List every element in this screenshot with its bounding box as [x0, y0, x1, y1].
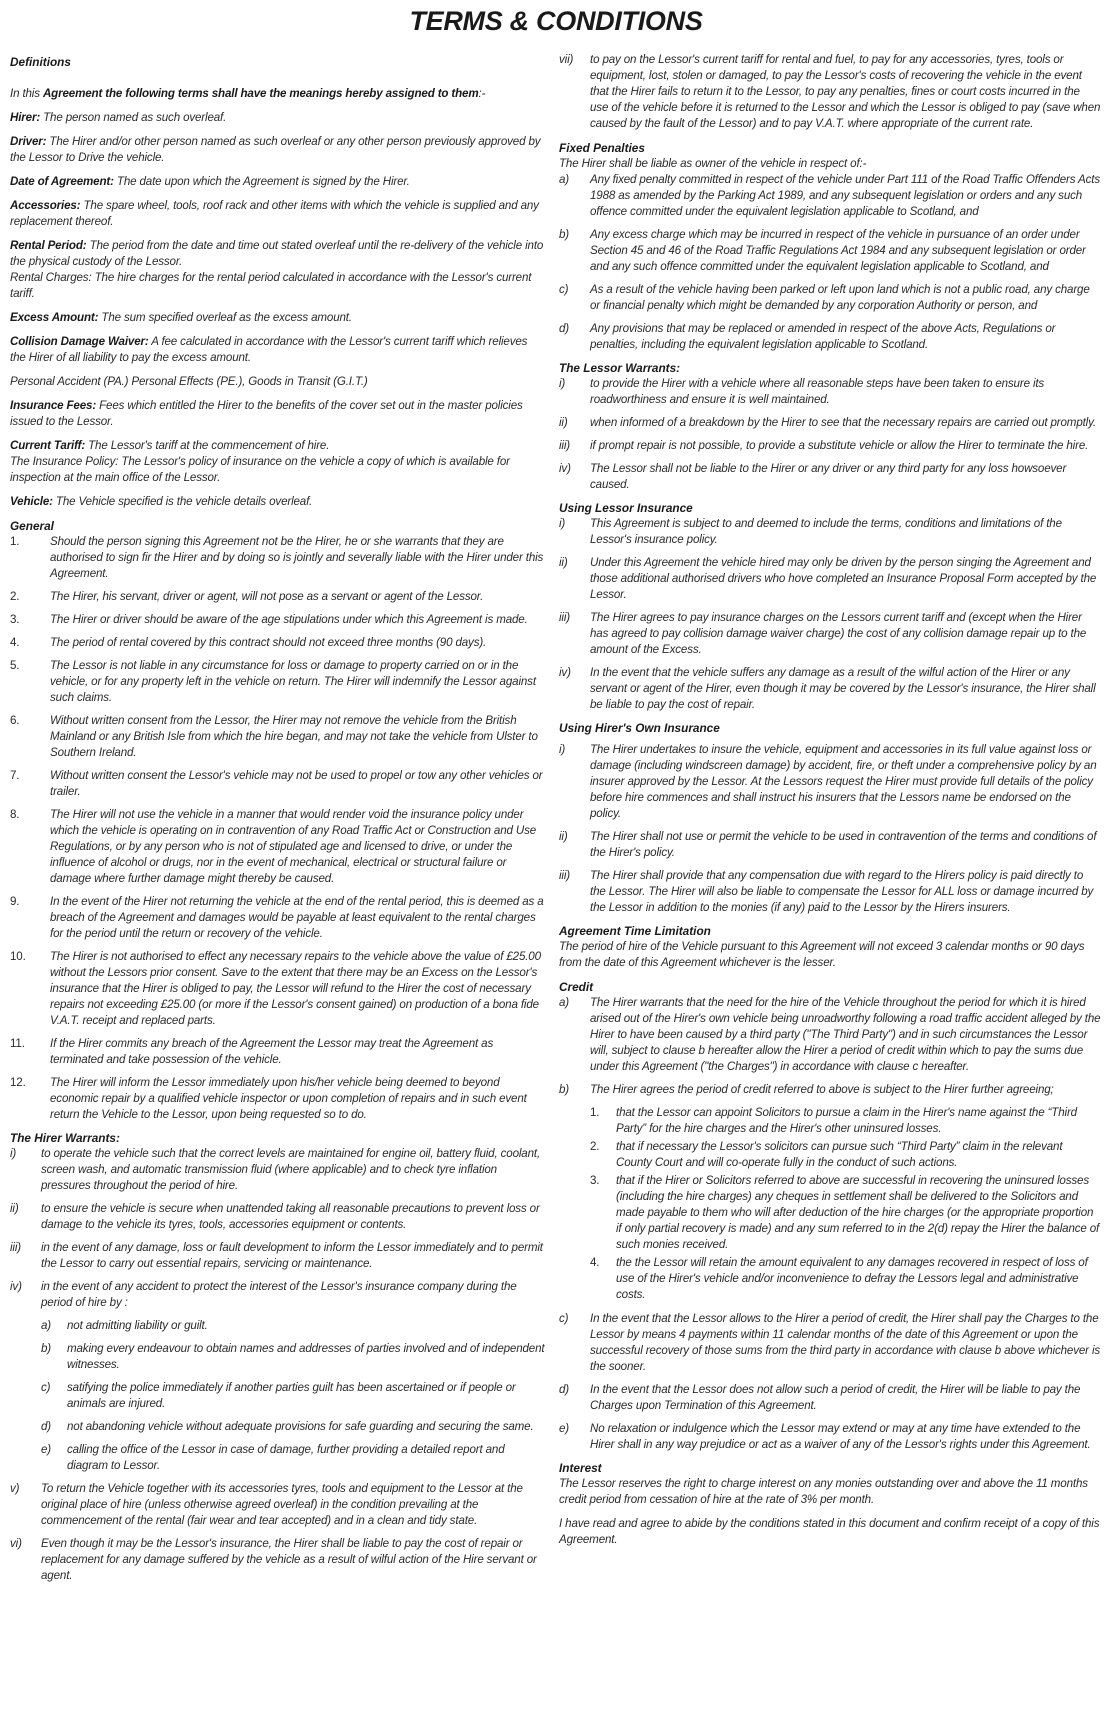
credit-heading: Credit — [559, 980, 594, 994]
definition-term: Hirer: — [10, 111, 41, 124]
lessor-insurance-item — [559, 665, 1101, 713]
list-text: In the event that the vehicle suffers any damage as a result of the wilful action of the Hirer or any servant or agent of the Hirer, even though it may be covered by the Lessor's insurance, the Hirer shall be liable to pay the cost of repair. — [590, 666, 1096, 711]
definition-item — [10, 174, 546, 190]
credit-nested-item — [590, 1105, 1101, 1137]
list-marker: 1. — [10, 535, 20, 548]
list-text: The Hirer will inform the Lessor immediately upon his/her vehicle being deemed to beyond economic repair by a qualified vehicle inspector or upon completion of repairs and in such event return the Vehicle to the Lessor, upon being requested so to do. — [50, 1076, 527, 1121]
list-marker: 12. — [10, 1076, 26, 1089]
list-text: The period of rental covered by this contract should not exceed three months (90 days). — [50, 636, 487, 649]
lessor-warrant-item — [559, 461, 1101, 493]
list-text: No relaxation or indulgence which the Lessor may extend or may at any time have extended to the Hirer shall in any way prejudice or act as a waiver of any of the Lessor's rights under this Agreement. — [590, 1422, 1091, 1451]
hirer-warrant-item — [559, 52, 1101, 132]
lessor-insurance-list — [559, 516, 1101, 713]
definition-term: Rental Period: — [10, 239, 87, 252]
hirer-warrant-item — [10, 1279, 546, 1311]
list-text: The Hirer agrees to pay insurance charges on the Lessors current tariff and (except when the Hirer has agreed to pay collision damage waiver charge) the cost of any collision damage repair up to the amount of the Excess. — [590, 611, 1087, 656]
list-text: The Hirer, his servant, driver or agent, will not pose as a servant or agent of the Lessor. — [50, 590, 484, 603]
definition-item — [10, 438, 546, 486]
credit-nested-item — [590, 1255, 1101, 1303]
list-marker: d) — [559, 322, 570, 335]
definition-text: The Lessor's tariff at the commencement of hire. — [85, 439, 330, 452]
list-text: In the event that the Lessor does not allow such a period of credit, the Hirer will be liable to pay the Charges upon Termination of this Agreement. — [590, 1383, 1081, 1412]
hirer-insurance-item — [559, 829, 1101, 861]
acknowledgement-text: I have read and agree to abide by the conditions stated in this document and confirm receipt of a copy of this Agreement. — [559, 1517, 1100, 1546]
fixed-penalty-item — [559, 227, 1101, 275]
definition-extra: The Insurance Policy: The Lessor's policy of insurance on the vehicle a copy of which is available for inspection at the main office of the Lessor. — [10, 455, 510, 484]
credit-item — [559, 1082, 1101, 1098]
definition-item — [10, 110, 546, 126]
definition-text: A fee calculated in accordance with the Lessor's current tariff which relieves the Hirer of all liability to pay the excess amount. — [10, 335, 528, 364]
general-clause — [10, 658, 546, 706]
hirer-warrant-item — [10, 1146, 546, 1194]
list-text: The Hirer or driver should be aware of the age stipulations under which this Agreement is made. — [50, 613, 528, 626]
time-limitation-heading: Agreement Time Limitation — [559, 924, 711, 938]
list-marker: 7. — [10, 769, 20, 782]
definition-term: Accessories: — [10, 199, 81, 212]
list-marker: iii) — [559, 869, 570, 882]
lessor-insurance-item — [559, 610, 1101, 658]
list-marker: c) — [559, 283, 569, 296]
list-marker: d) — [559, 1383, 570, 1396]
list-marker: 3. — [10, 613, 20, 626]
list-marker: 9. — [10, 895, 20, 908]
general-clause — [10, 1075, 546, 1123]
list-text: Under this Agreement the vehicle hired may only be driven by the person singing the Agreement and those additional authorised drivers who hove completed an Insurance Proposal Form accepted by the Lessor. — [590, 556, 1097, 601]
hirer-warrant-item — [10, 1536, 546, 1584]
list-marker: d) — [41, 1420, 52, 1433]
list-marker: a) — [559, 996, 570, 1009]
credit-item — [559, 995, 1101, 1075]
definition-term: Collision Damage Waiver: — [10, 335, 149, 348]
hirer-warrants-heading: The Hirer Warrants: — [10, 1131, 120, 1145]
fixed-penalty-item — [559, 321, 1101, 353]
list-marker: v) — [10, 1482, 20, 1495]
list-marker: iv) — [10, 1280, 22, 1293]
list-marker: a) — [41, 1319, 52, 1332]
definition-text: The period from the date and time out stated overleaf until the re-delivery of the vehicle into the physical custody of the Lessor. — [10, 239, 544, 268]
general-clause — [10, 807, 546, 887]
fixed-penalties-intro: The Hirer shall be liable as owner of the vehicle in respect of:- — [559, 157, 867, 170]
list-text: making every endeavour to obtain names and addresses of parties involved and of independent witnesses. — [67, 1342, 545, 1371]
list-marker: 2. — [10, 590, 20, 603]
right-column — [559, 52, 1101, 1548]
hirer-warrants-list — [10, 1146, 546, 1311]
credit-list-continued — [559, 1311, 1101, 1453]
definition-term: Vehicle: — [10, 495, 53, 508]
hirer-warrant-subitem — [41, 1380, 546, 1412]
list-text: not abandoning vehicle without adequate provisions for safe guarding and securing the same. — [67, 1420, 534, 1433]
definition-item — [10, 334, 546, 366]
list-text: In the event that the Lessor allows to the Hirer a period of credit, the Hirer shall pay the Charges to the Lessor by means 4 payments within 11 calendar months of the date of this Agreement or upon the successful recovery of those sums from the third party in accordance with clause b above whichever is the sooner. — [590, 1312, 1101, 1373]
definition-item — [10, 198, 546, 230]
definition-text: The Vehicle specified is the vehicle details overleaf. — [52, 495, 313, 508]
credit-nested-list — [590, 1105, 1101, 1303]
hirer-warrant-subitem — [41, 1341, 546, 1373]
list-text: Should the person signing this Agreement not be the Hirer, he or she warrants that they are authorised to sign fir the Hirer and by doing so is jointly and severally liable with the Hirer under this Agreement. — [50, 535, 544, 580]
list-text: to provide the Hirer with a vehicle where all reasonable steps have been taken to ensure its roadworthiness and ensure it is well maintained. — [590, 377, 1045, 406]
list-marker: e) — [559, 1422, 570, 1435]
list-text: satifying the police immediately if another parties guilt has been ascertained or if people or animals are injured. — [67, 1381, 516, 1410]
lessor-insurance-item — [559, 555, 1101, 603]
list-text: not admitting liability or guilt. — [67, 1319, 208, 1332]
list-marker: 4. — [10, 636, 20, 649]
list-text: The Hirer warrants that the need for the hire of the Vehicle throughout the period for which it is hired arised out of the Hirer's own vehicle being unroadworthy following a road traffic accident alleged by the Hirer to have been caused by a third party ("The Third Party") and in such circumstances the Lessor will, subject to clause b hereafter allow the Hirer a period of credit within which to pay the sums due under this Agreement ("the Charges") in accordance with clause c hereafter. — [590, 996, 1101, 1073]
hirer-warrant-subitem — [41, 1318, 546, 1334]
general-clause — [10, 589, 546, 605]
definition-term: Current Tariff: — [10, 439, 86, 452]
list-text: The Lessor is not liable in any circumstance for loss or damage to property carried on or in the vehicle, or for any property left in the vehicle on return. The Hirer will indemnify the Lessor against such claims. — [50, 659, 536, 704]
list-marker: i) — [10, 1147, 17, 1160]
hirer-insurance-item — [559, 868, 1101, 916]
list-marker: 11. — [10, 1037, 25, 1050]
list-marker: 1. — [590, 1106, 600, 1119]
hirer-warrant-subitem — [41, 1419, 546, 1435]
definition-text: The sum specified overleaf as the excess amount. — [98, 311, 352, 324]
list-text: Any fixed penalty committed in respect of the vehicle under Part 111 of the Road Traffic Offenders Acts 1988 as amended by the Parking Act 1989, and any subsequent legislation or orders and any such offence committed under the equivalent legislation applicable to Scotland, and — [590, 173, 1100, 218]
definitions-list — [10, 110, 546, 510]
list-marker: ii) — [559, 830, 568, 843]
list-text: that if necessary the Lessor's solicitors can pursue such “Third Party” claim in the relevant County Court and will co-operate fully in the conduct of such actions. — [616, 1140, 1063, 1169]
general-clause — [10, 768, 546, 800]
definition-item — [10, 398, 546, 430]
list-marker: e) — [41, 1443, 52, 1456]
list-text: Even though it may be the Lessor's insurance, the Hirer shall be liable to pay the cost of repair or replacement for any damage suffered by the vehicle as a result of wilful action of the Hire servant or agent. — [41, 1537, 537, 1582]
list-marker: 5. — [10, 659, 20, 672]
fixed-penalty-item — [559, 282, 1101, 314]
list-text: The Lessor shall not be liable to the Hirer or any driver or any third party for any loss howsoever caused. — [590, 462, 1067, 491]
hirer-warrant-item — [10, 1240, 546, 1272]
list-text: that the Lessor can appoint Solicitors to pursue a claim in the Hirer's name against the “Third Party” for the hire charges and the Hirer's other uninsured losses. — [616, 1106, 1077, 1135]
list-text: in the event of any damage, loss or fault development to inform the Lessor immediately and to permit the Lessor to carry out essential repairs, servicing or maintenance. — [41, 1241, 543, 1270]
list-text: The Hirer shall not use or permit the vehicle to be used in contravention of the terms and conditions of the Hirer's policy. — [590, 830, 1097, 859]
hirer-insurance-item — [559, 742, 1101, 822]
definition-item — [10, 374, 546, 390]
list-text: Any provisions that may be replaced or amended in respect of the above Acts, Regulations or penalties, including the equivalent legislation applicable to Scotland. — [590, 322, 1056, 351]
definition-text: Personal Accident (PA.) Personal Effects (PE.), Goods in Transit (G.I.T.) — [10, 375, 368, 388]
time-limitation-text: The period of hire of the Vehicle pursuant to this Agreement will not exceed 3 calendar months or 90 days from the date of this Agreement whichever is the lesser. — [559, 940, 1085, 969]
list-text: to ensure the vehicle is secure when unattended taking all reasonable precautions to prevent loss or damage to the vehicle its tyres, tools, accessories equipment or contents. — [41, 1202, 540, 1231]
definition-text: The spare wheel, tools, roof rack and other items with which the vehicle is supplied and any replacement thereof. — [10, 199, 539, 228]
hirer-warrants-sublist — [10, 1318, 546, 1474]
list-marker: c) — [559, 1312, 569, 1325]
list-marker: b) — [559, 1083, 570, 1096]
list-text: The Hirer shall provide that any compensation due with regard to the Hirers policy is paid directly to the Lessor. The Hirer will also be liable to compensate the Lessor for ALL loss or damage incurred by the Lessor in addition to the monies (if any) paid to the Lessor by the Hirers insurers. — [590, 869, 1094, 914]
list-marker: iii) — [559, 611, 570, 624]
credit-nested-item — [590, 1173, 1101, 1253]
hirer-warrant-item — [10, 1481, 546, 1529]
list-marker: 4. — [590, 1256, 600, 1269]
lessor-insurance-heading: Using Lessor Insurance — [559, 501, 693, 515]
list-text: If the Hirer commits any breach of the Agreement the Lessor may treat the Agreement as terminated and take possession of the vehicle. — [50, 1037, 494, 1066]
definition-term: Excess Amount: — [10, 311, 99, 324]
definition-item — [10, 494, 546, 510]
fixed-penalties-heading: Fixed Penalties — [559, 141, 645, 155]
list-marker: iv) — [559, 666, 571, 679]
general-clause — [10, 1036, 546, 1068]
list-text: This Agreement is subject to and deemed to include the terms, conditions and limitations of the Lessor's insurance policy. — [590, 517, 1062, 546]
definition-item — [10, 238, 546, 302]
definition-item — [10, 310, 546, 326]
list-text: when informed of a breakdown by the Hirer to see that the necessary repairs are carried out promptly. — [590, 416, 1096, 429]
list-marker: 6. — [10, 714, 20, 727]
page-title: TERMS & CONDITIONS — [409, 6, 703, 36]
list-text: The Hirer undertakes to insure the vehicle, equipment and accessories in its full value against loss or damage (including windscreen damage) by accident, fire, or theft under a comprehensive policy by an insurer approved by the Lessor. At the Lessors request the Hirer must provide full details of the policy before hire commences and shall instruct his insurers that the Lessors name be endorsed on the policy. — [590, 743, 1097, 820]
list-marker: 3. — [590, 1174, 600, 1187]
definitions-heading: Definitions — [10, 55, 71, 69]
lessor-warrant-item — [559, 376, 1101, 408]
list-marker: a) — [559, 173, 570, 186]
lessor-warrants-heading: The Lessor Warrants: — [559, 361, 681, 375]
list-text: Any excess charge which may be incurred in respect of the vehicle in pursuance of an order under Section 45 and 46 of the Road Traffic Regulations Act 1984 and any subsequent legislation or order and any such offence committed under the equivalent legislation applicable to Scotland, and — [590, 228, 1086, 273]
list-marker: i) — [559, 743, 566, 756]
list-text: The Hirer agrees the period of credit referred to above is subject to the Hirer further agreeing; — [590, 1083, 1054, 1096]
general-clause — [10, 949, 546, 1029]
definition-term: Driver: — [10, 135, 47, 148]
lessor-warrant-item — [559, 438, 1101, 454]
definition-item — [10, 134, 546, 166]
definition-text: The Hirer and/or other person named as such overleaf or any other person previously approved by the Lessor to Drive the vehicle. — [10, 135, 541, 164]
lessor-warrant-item — [559, 415, 1101, 431]
list-text: to operate the vehicle such that the correct levels are maintained for engine oil, battery fluid, coolant, screen wash, and automatic transmission fluid (where applicable) and to check tyre inflation pressures throughout the period of hire. — [41, 1147, 541, 1192]
credit-list — [559, 995, 1101, 1098]
lessor-warrants-list — [559, 376, 1101, 493]
definition-text: The date upon which the Agreement is signed by the Hirer. — [113, 175, 410, 188]
lessor-insurance-item — [559, 516, 1101, 548]
list-marker: i) — [559, 517, 566, 530]
list-text: The Hirer is not authorised to effect any necessary repairs to the vehicle above the value of £25.00 without the Lessors prior consent. Save to the extent that there may be an Excess on the Lessor's insurance that the Hirer is obliged to pay, the Lessor will refund to the Hirer the cost of necessary repairs not exceeding £25.00 (or more if the Lessor's consent gained) on production of a bona fide V.A.T. receipt and replaced parts. — [50, 950, 541, 1027]
list-text: Without written consent the Lessor's vehicle may not be used to propel or tow any other vehicles or trailer. — [50, 769, 543, 798]
general-clause — [10, 713, 546, 761]
list-text: To return the Vehicle together with its accessories tyres, tools and equipment to the Lessor at the original place of hire (unless otherwise agreed overleaf) in the condition prevailing at the commencement of the rental (fair wear and tear accepted) and in a clean and tidy state. — [41, 1482, 523, 1527]
list-text: calling the office of the Lessor in case of damage, further providing a detailed report and diagram to Lessor. — [67, 1443, 505, 1472]
definition-term: Insurance Fees: — [10, 399, 97, 412]
list-marker: 10. — [10, 950, 26, 963]
list-text: The Hirer will not use the vehicle in a manner that would render void the insurance policy under which the vehicle is operating on in contravention of any Road Traffic Act or Construction and Use Regulations, or by any person who is not of stipulated age and licensed to drive, or under the influence of alcohol or drugs, nor in the event of mechanical, electrical or structural failure or damage where further damage might thereby be caused. — [50, 808, 537, 885]
list-marker: 2. — [590, 1140, 600, 1153]
list-marker: iv) — [559, 462, 571, 475]
credit-item — [559, 1311, 1101, 1375]
list-text: that if the Hirer or Solicitors referred to above are successful in recovering the uninsured losses (including the hire charges) any cheques in settlement shall be delivered to the Solicitors and made payable to them who will after deduction of the hire charges (or the appropriate proportion if only partial recovery is made) and any sum referred to in the 2(d) repay the Hirer the balance of such monies received. — [616, 1174, 1100, 1251]
list-marker: c) — [41, 1381, 51, 1394]
general-list — [10, 534, 546, 1123]
definition-term: Date of Agreement: — [10, 175, 114, 188]
definition-extra: Rental Charges: The hire charges for the rental period calculated in accordance with the Lessor's current tariff. — [10, 271, 532, 300]
list-text: if prompt repair is not possible, to provide a substitute vehicle or allow the Hirer to terminate the hire. — [590, 439, 1089, 452]
general-heading: General — [10, 519, 54, 533]
hirer-warrant-item — [10, 1201, 546, 1233]
list-marker: iii) — [559, 439, 570, 452]
list-text: in the event of any accident to protect the interest of the Lessor's insurance company during the period of hire by : — [41, 1280, 517, 1309]
list-marker: ii) — [559, 416, 568, 429]
fixed-penalties-list — [559, 172, 1101, 353]
credit-nested-item — [590, 1139, 1101, 1171]
list-marker: b) — [559, 228, 570, 241]
definition-text: Fees which entitled the Hirer to the benefits of the cover set out in the master policies issued to the Lessor. — [10, 399, 523, 428]
list-marker: b) — [41, 1342, 52, 1355]
list-text: to pay on the Lessor's current tariff for rental and fuel, to pay for any accessories, tyres, tools or equipment, lost, stolen or damaged, to pay the Lessor's costs of recovering the vehicle in the event that the Hirer fails to return it to the Lessor, to pay any penalties, fines or court costs incurred in the use of the vehicle before it is returned to the Lessor and which the Lessor is obliged to pay (save when caused by the fault of the Lessor) and to pay V.A.T. where appropriate of the current rate. — [590, 53, 1101, 130]
list-marker: vi) — [10, 1537, 22, 1550]
general-clause — [10, 612, 546, 628]
general-clause — [10, 635, 546, 651]
hirer-insurance-heading: Using Hirer's Own Insurance — [559, 721, 720, 735]
hirer-insurance-list — [559, 742, 1101, 916]
hirer-warrant-subitem — [41, 1442, 546, 1474]
list-marker: iii) — [10, 1241, 21, 1254]
hirer-warrants-list-continued — [10, 1481, 546, 1584]
list-marker: ii) — [559, 556, 568, 569]
general-clause — [10, 534, 546, 582]
definitions-intro: In this Agreement the following terms shall have the meanings hereby assigned to them:- — [10, 87, 486, 100]
list-marker: ii) — [10, 1202, 19, 1215]
credit-item — [559, 1421, 1101, 1453]
fixed-penalty-item — [559, 172, 1101, 220]
definition-text: The person named as such overleaf. — [40, 111, 227, 124]
hirer-warrants-vii — [559, 52, 1101, 132]
interest-text: The Lessor reserves the right to charge interest on any monies outstanding over and above the 11 months credit period from cessation of hire at the rate of 3% per month. — [559, 1477, 1088, 1506]
interest-heading: Interest — [559, 1461, 602, 1475]
list-marker: 8. — [10, 808, 20, 821]
general-clause — [10, 894, 546, 942]
list-text: Without written consent from the Lessor, the Hirer may not remove the vehicle from the British Mainland or any British Isle from which the hire began, and may not take the vehicle from Ulster to Southern Ireland. — [50, 714, 538, 759]
list-text: In the event of the Hirer not returning the vehicle at the end of the rental period, this is deemed as a breach of the Agreement and damages would be payable at least equivalent to the rental charges for the period until the return or recovery of the vehicle. — [50, 895, 544, 940]
credit-item — [559, 1382, 1101, 1414]
left-column — [10, 54, 546, 1591]
list-marker: i) — [559, 377, 566, 390]
list-marker: vii) — [559, 53, 574, 66]
list-text: As a result of the vehicle having been parked or left upon land which is not a public road, any charge or financial penalty which might be demanded by any corporation Authority or person, and — [590, 283, 1090, 312]
list-text: the the Lessor will retain the amount equivalent to any damages recovered in respect of loss of use of the Hirer's vehicle and/or inconvenience to defray the Lessors legal and administrative costs. — [616, 1256, 1088, 1301]
